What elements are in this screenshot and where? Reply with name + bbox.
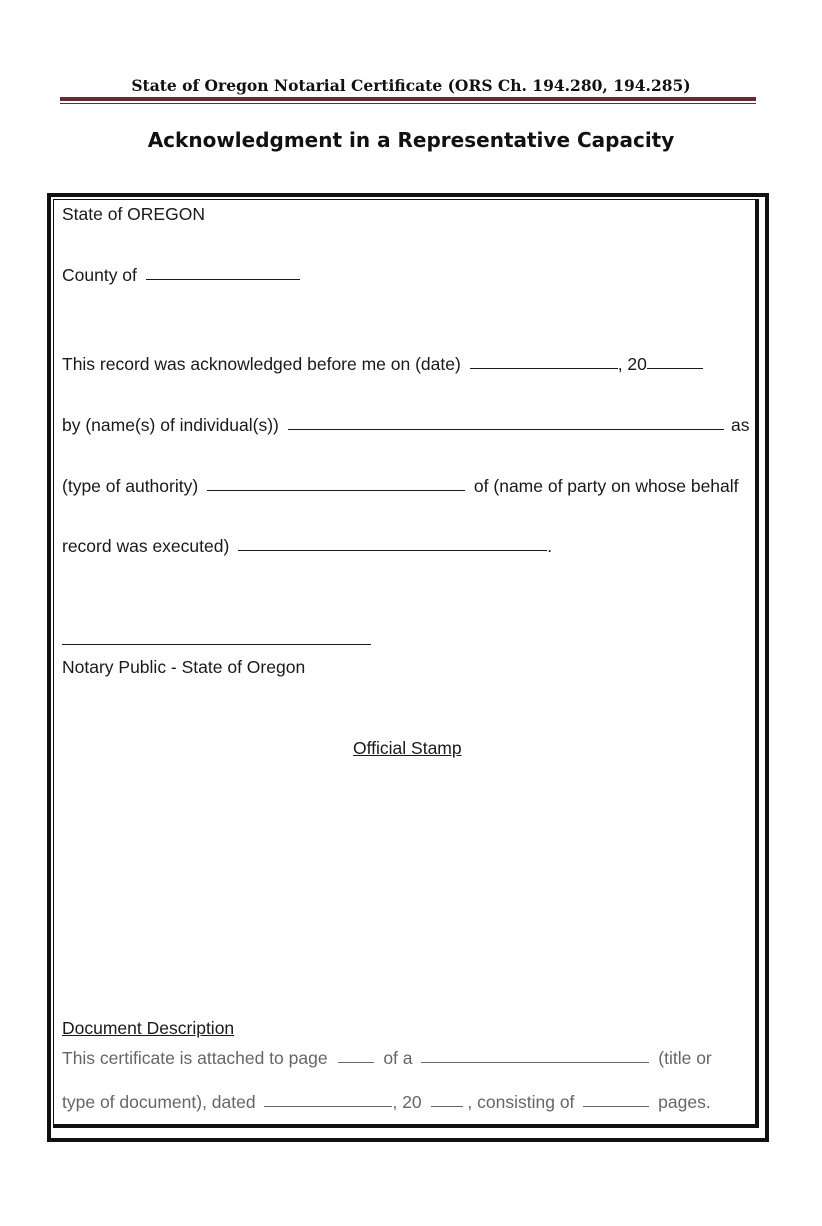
executed-label: record was executed) — [62, 536, 230, 556]
document-year-prefix: , 20 — [392, 1092, 422, 1112]
attached-page-label: This certificate is attached to page — [62, 1048, 328, 1068]
title-or-label: (title or — [658, 1048, 712, 1068]
authority-line — [62, 476, 739, 497]
authority-label: (type of authority) — [62, 476, 199, 496]
party-name-blank[interactable] — [238, 549, 547, 551]
individual-label: by (name(s) of individual(s)) — [62, 415, 279, 435]
executed-line — [62, 536, 552, 557]
individual-line — [62, 415, 724, 436]
authority-blank[interactable] — [207, 489, 465, 491]
county-line — [62, 265, 300, 286]
page-number-blank[interactable] — [338, 1061, 374, 1063]
executed-period: . — [547, 536, 553, 556]
description-line-2 — [62, 1092, 711, 1113]
header-title: State of Oregon Notarial Certificate (ORS Ch. 194.280, 194.285) — [131, 76, 691, 95]
county-blank[interactable] — [146, 278, 300, 280]
header-rule-thin — [60, 103, 756, 104]
party-label: of (name of party on whose behalf — [473, 476, 739, 496]
document-year-blank[interactable] — [431, 1105, 463, 1107]
document-description-heading: Document Description — [62, 1018, 235, 1038]
pages-label: pages. — [658, 1092, 711, 1112]
page-count-blank[interactable] — [583, 1105, 649, 1107]
document-title-blank[interactable] — [421, 1061, 649, 1063]
official-stamp-label: Official Stamp — [353, 738, 462, 758]
as-label: as — [731, 415, 750, 435]
document-heading: Acknowledgment in a Representative Capacity — [147, 128, 675, 152]
year-blank[interactable] — [647, 367, 703, 369]
notary-signature-line[interactable] — [62, 644, 371, 645]
county-label: County of — [62, 265, 137, 285]
of-a-label: of a — [383, 1048, 413, 1068]
acknowledged-line — [62, 354, 703, 375]
header-rule-thick — [60, 97, 756, 101]
document-type-label: type of document), dated — [62, 1092, 256, 1112]
notary-label: Notary Public - State of Oregon — [62, 657, 306, 677]
acknowledged-label: This record was acknowledged before me on (date) — [62, 354, 461, 374]
individual-name-blank[interactable] — [288, 428, 724, 430]
date-blank[interactable] — [470, 367, 618, 369]
year-prefix: , 20 — [617, 354, 647, 374]
state-line: State of OREGON — [62, 204, 205, 224]
document-date-blank[interactable] — [264, 1105, 392, 1107]
description-line-1 — [62, 1048, 712, 1069]
consisting-of-label: , consisting of — [467, 1092, 575, 1112]
